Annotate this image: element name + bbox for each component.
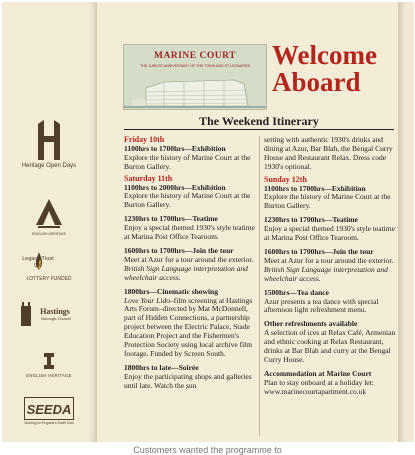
seeda-sub-label: Working for England's South East xyxy=(24,421,74,425)
event-description: Enjoy a special themed 1930's style teatime at Marina Post Office Tearoom. xyxy=(264,224,395,243)
day-heading-saturday: Saturday 11th xyxy=(124,173,173,183)
refreshments-heading: Other refreshments available xyxy=(264,319,358,329)
event-time: 1100hrs to 2000hrs—Exhibition xyxy=(124,182,226,192)
page-caption: Customers wanted the programme to xyxy=(133,445,282,455)
sponsor-logo-panel xyxy=(2,2,97,442)
event-description: Meet at Azur for a tour around the exterior. xyxy=(124,254,254,264)
day-heading-friday: Friday 10th xyxy=(124,135,165,144)
eh-small-label: ENGLISH HERITAGE xyxy=(32,232,66,236)
english-heritage-emblem-icon xyxy=(42,353,56,369)
event-description: Explore the history of Marine Court at the Burton Gallery. xyxy=(264,192,391,211)
event-description: –film screening at Hastings Arts Forum–directed by Mat McDonnell, part of Hidden Connections, a partnership project between the Electric Palace, Stade Education Project and the Fishermen's Protection Society using local archive film footage. Funded by Screen South. xyxy=(124,295,253,358)
marine-court-building-illustration xyxy=(124,70,266,108)
refreshments-description: A selection of ices at Relax Café, Armenian and ethnic cooking at Relax Restaurant, drinks at Bar Blah and curry at the Bengal Curry House. xyxy=(264,328,396,364)
legacy-trust-logo xyxy=(2,252,96,283)
legacy-trust-label: Legacy Trust UK xyxy=(22,256,54,269)
event-time: 1600hrs to 1700hrs—Join the tour xyxy=(264,246,374,256)
event-sunday-exhibition xyxy=(264,185,400,212)
event-time: 1230hrs to 1700hrs—Teatime xyxy=(124,214,218,224)
event-saturday-cinema xyxy=(124,288,260,359)
event-saturday-soiree xyxy=(124,364,260,391)
event-description: Enjoy a special themed 1930's style teatime at Marina Post Office Tearoom. xyxy=(124,223,255,242)
event-access-note: British Sign Language interpretation and wheelchair access. xyxy=(124,263,248,282)
accommodation-url: www.marinecourtapartment.co.uk xyxy=(264,386,367,396)
sign-subtitle: THE JUBILEE ANNIVERSARY OF THE TOWN AND ST LEONARDS xyxy=(140,64,250,68)
heritage-open-days-logo xyxy=(2,120,96,170)
hastings-sub-label: Borough Council xyxy=(41,316,71,321)
seeda-label: SEEDA xyxy=(26,402,72,417)
lottery-funded-label: LOTTERY FUNDED xyxy=(26,276,72,282)
itinerary-column-left xyxy=(124,136,260,391)
event-time: 1600hrs to 1700hrs—Join the tour xyxy=(124,245,234,255)
accommodation-description: Plan to stay onboard at a holiday let: xyxy=(264,377,374,387)
soiree-description-continued: setting with authentic 1930's drinks and dining at Azur, Bar Blah, the Bengal Curry House and Restaurant Relax. Dress code 1930's optional. xyxy=(264,135,393,171)
itinerary-rule xyxy=(124,129,394,130)
event-sunday-tour xyxy=(264,248,400,284)
sign-title: MARINE COURT xyxy=(154,51,236,61)
film-title: Love Your Lido xyxy=(124,295,170,305)
heritage-open-days-label: Heritage Open Days xyxy=(21,163,77,169)
other-refreshments xyxy=(264,320,400,365)
seeda-logo xyxy=(2,397,96,427)
event-time: 1500hrs—Tea dance xyxy=(264,287,329,297)
hastings-logo xyxy=(2,302,96,322)
day-heading-sunday: Sunday 12th xyxy=(264,174,307,184)
english-heritage-logo xyxy=(2,353,96,379)
accommodation xyxy=(264,370,400,397)
accommodation-heading: Accommodation at Marine Court xyxy=(264,368,372,378)
event-time: 1100hrs to 1700hrs—Exhibition xyxy=(124,143,226,153)
hastings-label: Hastings xyxy=(40,307,70,316)
event-time: 1100hrs to 1700hrs—Exhibition xyxy=(264,183,366,193)
event-description: Explore the history of Marine Court at the Burton Gallery. xyxy=(124,152,251,171)
event-access-note: British Sign Language interpretation and wheelchair access. xyxy=(264,264,388,283)
event-saturday-exhibition xyxy=(124,184,260,211)
english-heritage-small-logo xyxy=(2,199,96,238)
event-time: 1800hrs—Cinematic showing xyxy=(124,286,218,296)
event-time: 1800hrs to late—Soirée xyxy=(124,362,199,372)
event-friday-exhibition xyxy=(124,145,260,172)
event-saturday-tour xyxy=(124,247,260,283)
event-description: Azur presents a tea dance with special afternoon light refreshment menu. xyxy=(264,296,379,315)
next-fold-panel xyxy=(398,2,414,442)
itinerary-title: The Weekend Itinerary xyxy=(199,114,319,128)
event-sunday-teatime xyxy=(264,216,400,243)
english-heritage-a-icon xyxy=(36,199,62,231)
event-description: Explore the history of Marine Court at the Burton Gallery. xyxy=(124,191,251,210)
english-heritage-label: ENGLISH HERITAGE xyxy=(26,373,72,378)
welcome-aboard-title: Welcome Aboard xyxy=(272,40,377,97)
event-description: Meet at Azur for a tour around the exterior. xyxy=(264,255,394,265)
event-time: 1230hrs to 1700hrs—Teatime xyxy=(264,215,358,225)
marine-court-sign-image xyxy=(123,44,267,110)
heritage-open-days-icon xyxy=(36,120,62,160)
itinerary-column-right xyxy=(264,136,400,397)
event-description: Enjoy the participating shops and galleries until late. Watch the sun xyxy=(124,371,252,390)
event-sunday-tea-dance xyxy=(264,289,400,316)
event-saturday-teatime xyxy=(124,215,260,242)
